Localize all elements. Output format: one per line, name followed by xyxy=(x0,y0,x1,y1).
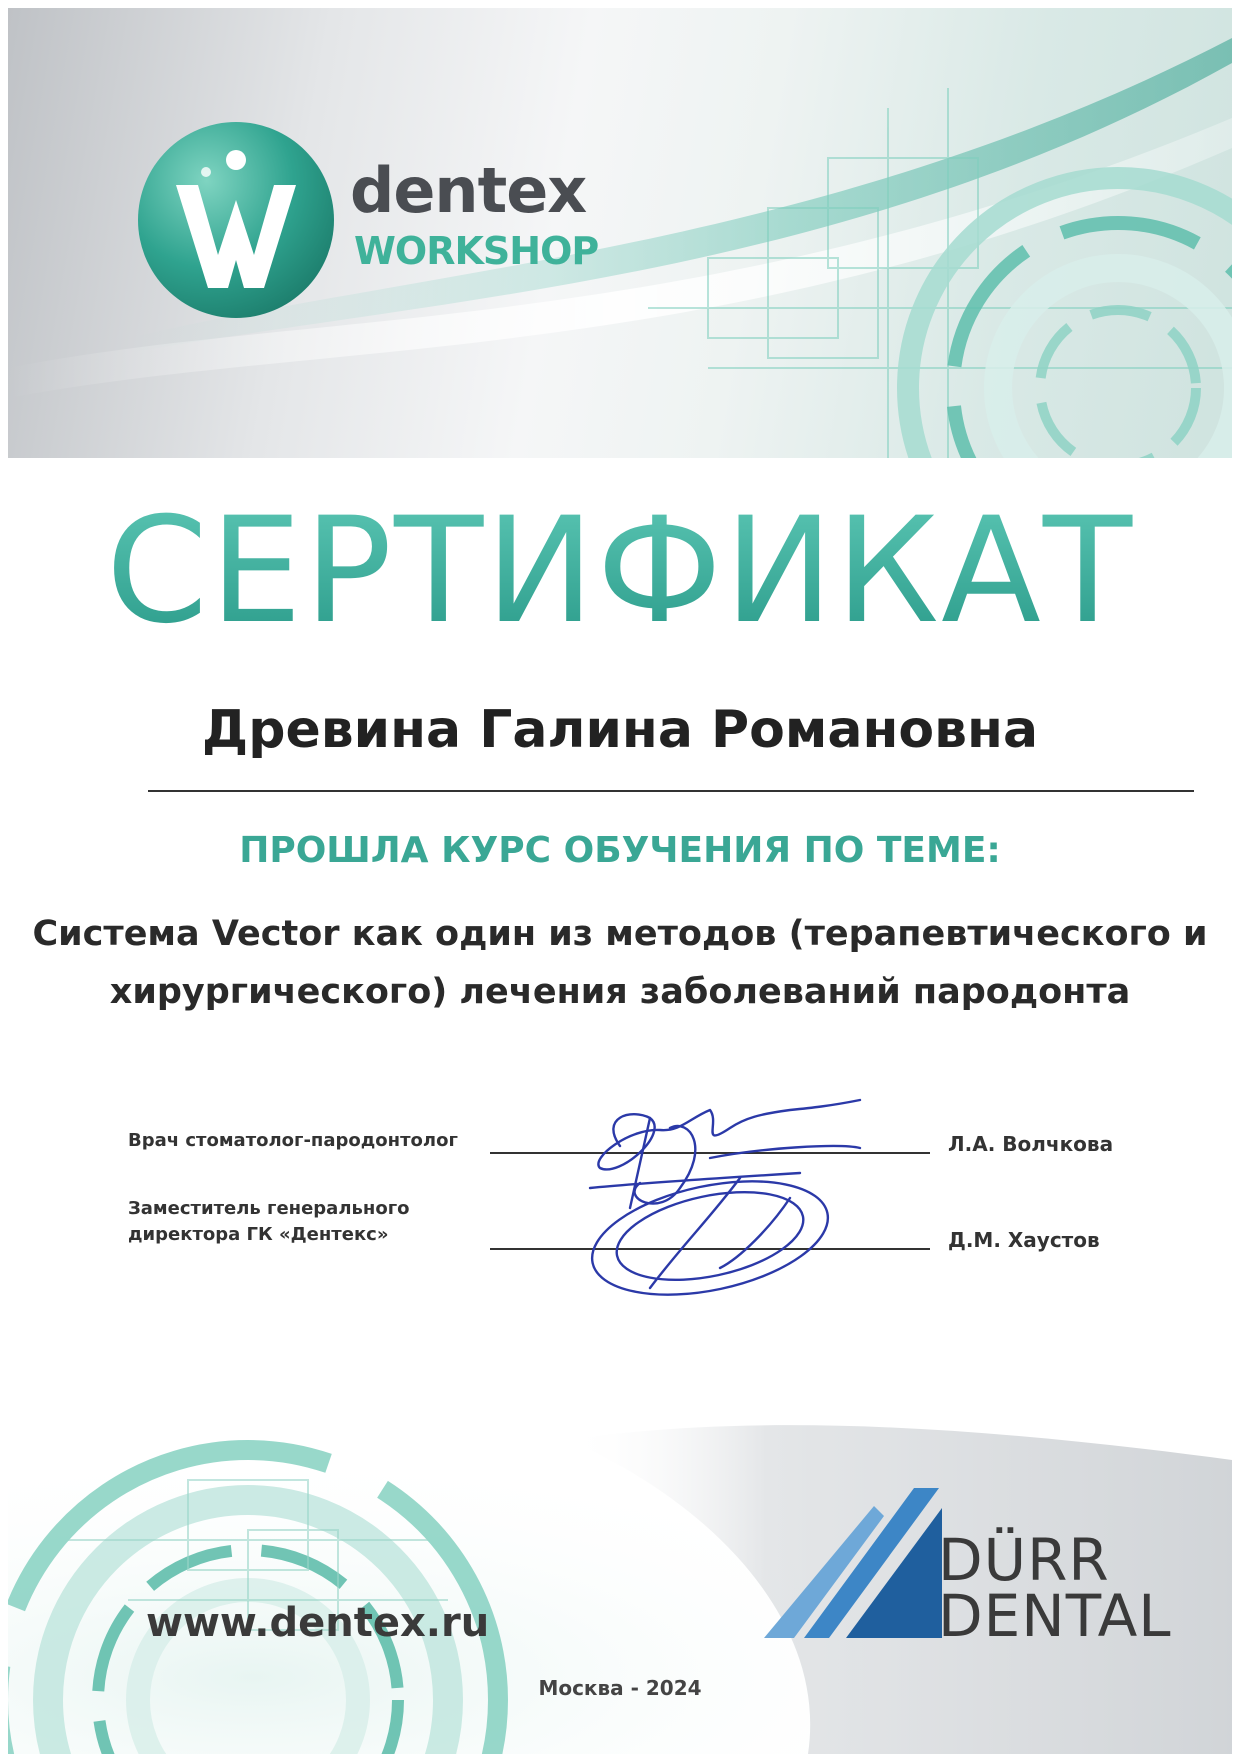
signatory-2-role-line-1: Заместитель генерального xyxy=(128,1198,410,1219)
recipient-name: Древина Галина Романовна xyxy=(201,700,1039,760)
handwritten-signature xyxy=(560,1088,880,1298)
signatory-1-name: Л.А. Волчкова xyxy=(948,1132,1114,1156)
course-heading: ПРОШЛА КУРС ОБУЧЕНИЯ ПО ТЕМЕ: xyxy=(239,830,1001,871)
recipient-underline xyxy=(148,790,1194,792)
durr-dental-wordmark xyxy=(938,1526,1172,1650)
durr-text-line-1: DÜRR xyxy=(938,1526,1110,1594)
signatory-2-role xyxy=(128,1196,409,1248)
course-title-line-1: Система Vector как один из методов (терапевтического и xyxy=(32,914,1208,954)
signatory-2-name: Д.М. Хаустов xyxy=(948,1228,1100,1252)
course-title xyxy=(30,905,1210,1021)
signatory-1-role xyxy=(128,1128,458,1154)
logo-brand-text: dentex xyxy=(350,154,587,227)
website-link[interactable]: www.dentex.ru xyxy=(146,1600,490,1646)
course-title-line-2: хирургического) лечения заболеваний пародонта xyxy=(109,972,1131,1012)
certificate-title: СЕРТИФИКАТ xyxy=(0,498,1240,644)
city-year: Москва - 2024 xyxy=(538,1676,702,1700)
logo-sub-text: WORKSHOP xyxy=(354,229,599,273)
signatory-2-role-line-2: директора ГК «Дентекс» xyxy=(128,1224,389,1245)
durr-text-line-2: DENTAL xyxy=(938,1582,1172,1650)
signatory-1-role-line-1: Врач стоматолог-пародонтолог xyxy=(128,1130,458,1151)
